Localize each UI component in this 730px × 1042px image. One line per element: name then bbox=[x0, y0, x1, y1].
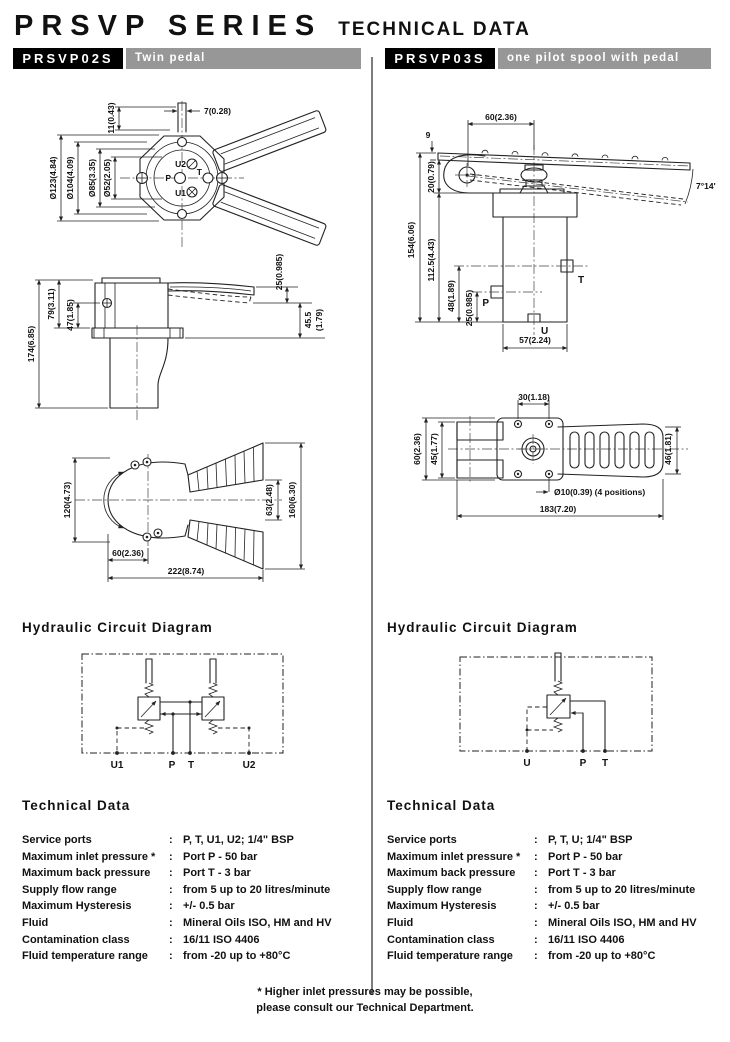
spec-label: Fluid bbox=[22, 916, 49, 929]
dimensions bbox=[406, 112, 567, 352]
circuit-lines bbox=[525, 701, 607, 753]
table-row bbox=[387, 832, 727, 849]
dim-154: 154(6.06) bbox=[406, 221, 416, 259]
port-label-u2: U2 bbox=[175, 159, 186, 169]
page-header bbox=[14, 10, 531, 43]
dim-25: 25(0.985) bbox=[464, 289, 474, 327]
table-row bbox=[387, 915, 727, 932]
dim-174: 174(6.85) bbox=[26, 325, 36, 363]
spec-separator: : bbox=[169, 883, 173, 896]
right-model-description: one pilot spool with pedal bbox=[498, 48, 711, 69]
spec-value: P, T, U1, U2; 1/4" BSP bbox=[183, 834, 294, 846]
port-label-t: T bbox=[601, 758, 609, 769]
spec-value: from -20 up to +80°C bbox=[548, 950, 656, 963]
spec-separator: : bbox=[169, 900, 173, 913]
port-label-p: P bbox=[165, 173, 171, 183]
table-row bbox=[22, 948, 367, 965]
dim-46: 46(1.81) bbox=[663, 433, 673, 465]
spec-label: Maximum inlet pressure * bbox=[22, 850, 156, 863]
port-label-u: U bbox=[541, 326, 549, 337]
port-label-p: P bbox=[579, 758, 587, 769]
spec-value: from 5 up to 20 litres/minute bbox=[183, 883, 331, 896]
spec-separator: : bbox=[534, 850, 538, 863]
spec-value: +/- 0.5 bar bbox=[548, 900, 600, 913]
dim-120: 120(4.73) bbox=[62, 481, 72, 519]
pedal bbox=[558, 424, 663, 477]
circuit-port-labels bbox=[523, 758, 608, 769]
spec-separator: : bbox=[534, 916, 538, 929]
dim-11: 11(0.43) bbox=[106, 102, 116, 134]
table-row bbox=[22, 849, 367, 866]
ports bbox=[454, 260, 590, 337]
right-circuit-title: Hydraulic Circuit Diagram bbox=[387, 620, 578, 635]
circuit-lines bbox=[115, 700, 251, 755]
spec-separator: : bbox=[534, 900, 538, 913]
dim-222: 222(8.74) bbox=[167, 566, 205, 576]
spec-label: Supply flow range bbox=[387, 883, 482, 896]
right-tech-title: Technical Data bbox=[387, 798, 496, 813]
table-row bbox=[22, 832, 367, 849]
spec-value: Port T - 3 bar bbox=[548, 867, 616, 880]
port-label-u1: U1 bbox=[175, 188, 186, 198]
table-row bbox=[387, 948, 727, 965]
spec-separator: : bbox=[534, 834, 538, 846]
spec-value: +/- 0.5 bar bbox=[183, 900, 235, 913]
spec-value: Port T - 3 bar bbox=[183, 867, 251, 880]
left-drawing-plan-view bbox=[20, 430, 360, 610]
port-label-t: T bbox=[578, 275, 585, 286]
right-drawing-side-view bbox=[390, 90, 730, 370]
dim-1-79: (1.79) bbox=[314, 308, 324, 332]
dim-dia85: Ø85(3.35) bbox=[87, 158, 97, 198]
table-row bbox=[387, 882, 727, 899]
table-row bbox=[22, 882, 367, 899]
spec-value: 16/11 ISO 4406 bbox=[548, 933, 625, 946]
port-label-p: P bbox=[482, 298, 489, 309]
table-row bbox=[387, 865, 727, 882]
dim-160: 160(6.30) bbox=[287, 481, 297, 519]
spec-label: Maximum Hysteresis bbox=[22, 900, 132, 913]
dim-dia10: Ø10(0.39) (4 positions) bbox=[554, 487, 646, 497]
spec-label: Fluid temperature range bbox=[22, 950, 148, 963]
spec-label: Supply flow range bbox=[22, 883, 117, 896]
spec-label: Service ports bbox=[22, 834, 92, 846]
spec-value: Mineral Oils ISO, HM and HV bbox=[183, 916, 332, 929]
right-tech-table bbox=[387, 832, 727, 965]
right-model-badge: PRSVP03S bbox=[385, 48, 495, 69]
valve-body bbox=[493, 165, 577, 322]
valve-symbol-left bbox=[138, 659, 160, 734]
table-row bbox=[22, 932, 367, 949]
port-label-t: T bbox=[196, 167, 202, 177]
valve-symbol bbox=[547, 653, 570, 732]
spec-separator: : bbox=[534, 883, 538, 896]
left-circuit-title: Hydraulic Circuit Diagram bbox=[22, 620, 213, 635]
left-circuit-diagram bbox=[20, 645, 360, 790]
spec-value: Mineral Oils ISO, HM and HV bbox=[548, 916, 697, 929]
mounting-bracket bbox=[457, 422, 503, 478]
dim-48: 48(1.89) bbox=[446, 280, 456, 312]
pedal-lever bbox=[168, 283, 254, 303]
circuit-port-labels bbox=[111, 760, 256, 771]
port-label-t: T bbox=[187, 760, 195, 771]
series-title: PRSVP SERIES bbox=[14, 10, 323, 42]
footnote-line-2: please consult our Technical Department. bbox=[256, 1002, 474, 1014]
spec-separator: : bbox=[534, 933, 538, 946]
port-label-u1: U1 bbox=[110, 760, 124, 771]
dim-25: 25(0.985) bbox=[274, 253, 284, 291]
footnote-line-1: * Higher inlet pressures may be possible, bbox=[257, 986, 473, 998]
spec-separator: : bbox=[169, 933, 173, 946]
spec-separator: : bbox=[169, 834, 173, 846]
spec-value: from 5 up to 20 litres/minute bbox=[548, 883, 696, 896]
left-drawing-top-view bbox=[20, 85, 360, 260]
dim-20: 20(0.79) bbox=[426, 161, 436, 193]
dim-angle: 7°14' bbox=[696, 181, 716, 191]
dimensions bbox=[26, 254, 325, 408]
dim-60: 60(2.36) bbox=[112, 548, 144, 558]
dim-60: 60(2.36) bbox=[485, 112, 517, 122]
valve-body bbox=[104, 458, 188, 541]
right-drawing-plan-view bbox=[400, 380, 730, 530]
spec-separator: : bbox=[169, 916, 173, 929]
left-tech-title: Technical Data bbox=[22, 798, 131, 813]
column-divider bbox=[371, 57, 373, 995]
dim-9: 9 bbox=[425, 130, 431, 140]
pedal-blades bbox=[188, 443, 263, 569]
spec-label: Contamination class bbox=[387, 933, 495, 946]
port-label-u2: U2 bbox=[242, 760, 256, 771]
dim-7: 7(0.28) bbox=[204, 106, 231, 116]
valve-body bbox=[92, 278, 183, 408]
spec-label: Maximum back pressure bbox=[22, 867, 151, 880]
dim-dia104: Ø104(4.09) bbox=[65, 156, 75, 200]
spec-label: Fluid temperature range bbox=[387, 950, 513, 963]
spec-label: Maximum Hysteresis bbox=[387, 900, 497, 913]
dim-47: 47(1.85) bbox=[65, 299, 75, 331]
left-model-description: Twin pedal bbox=[126, 48, 361, 69]
spec-value: Port P - 50 bar bbox=[183, 850, 258, 863]
table-row bbox=[22, 898, 367, 915]
dim-63: 63(2.48) bbox=[264, 484, 274, 516]
valve-symbol-right bbox=[202, 659, 224, 734]
dim-45: 45(1.77) bbox=[429, 433, 439, 465]
spec-label: Maximum inlet pressure * bbox=[387, 850, 521, 863]
dim-57: 57(2.24) bbox=[519, 335, 551, 345]
spec-value: from -20 up to +80°C bbox=[183, 950, 291, 963]
left-tech-table bbox=[22, 832, 367, 965]
port-label-p: P bbox=[168, 760, 176, 771]
table-row bbox=[387, 849, 727, 866]
left-model-badge: PRSVP02S bbox=[13, 48, 123, 69]
spec-separator: : bbox=[534, 867, 538, 880]
dim-183: 183(7.20) bbox=[539, 504, 577, 514]
spec-separator: : bbox=[534, 950, 538, 963]
table-row bbox=[387, 898, 727, 915]
dimensions bbox=[412, 392, 681, 520]
spec-separator: : bbox=[169, 850, 173, 863]
spec-value: Port P - 50 bar bbox=[548, 850, 623, 863]
dim-dia123: Ø123(4.84) bbox=[48, 156, 58, 200]
dim-30: 30(1.18) bbox=[518, 392, 550, 402]
spec-label: Maximum back pressure bbox=[387, 867, 516, 880]
left-drawing-side-view bbox=[10, 245, 350, 430]
spec-value: 16/11 ISO 4406 bbox=[183, 933, 260, 946]
dim-112-5: 112.5(4.43) bbox=[426, 238, 436, 282]
spec-label: Contamination class bbox=[22, 933, 130, 946]
spec-value: P, T, U; 1/4" BSP bbox=[548, 834, 633, 846]
spec-label: Service ports bbox=[387, 834, 457, 846]
dim-45-5: 45.5 bbox=[303, 311, 313, 329]
table-row bbox=[22, 865, 367, 882]
port-label-u: U bbox=[523, 758, 531, 769]
dim-60: 60(2.36) bbox=[412, 433, 422, 465]
dim-dia52: Ø52(2.05) bbox=[102, 158, 112, 198]
table-row bbox=[22, 915, 367, 932]
page-subtitle: TECHNICAL DATA bbox=[338, 19, 531, 40]
spec-separator: : bbox=[169, 867, 173, 880]
spec-label: Fluid bbox=[387, 916, 414, 929]
footnote bbox=[0, 984, 730, 1016]
dim-79: 79(3.11) bbox=[46, 288, 56, 320]
right-circuit-diagram bbox=[385, 645, 725, 790]
spec-separator: : bbox=[169, 950, 173, 963]
table-row bbox=[387, 932, 727, 949]
